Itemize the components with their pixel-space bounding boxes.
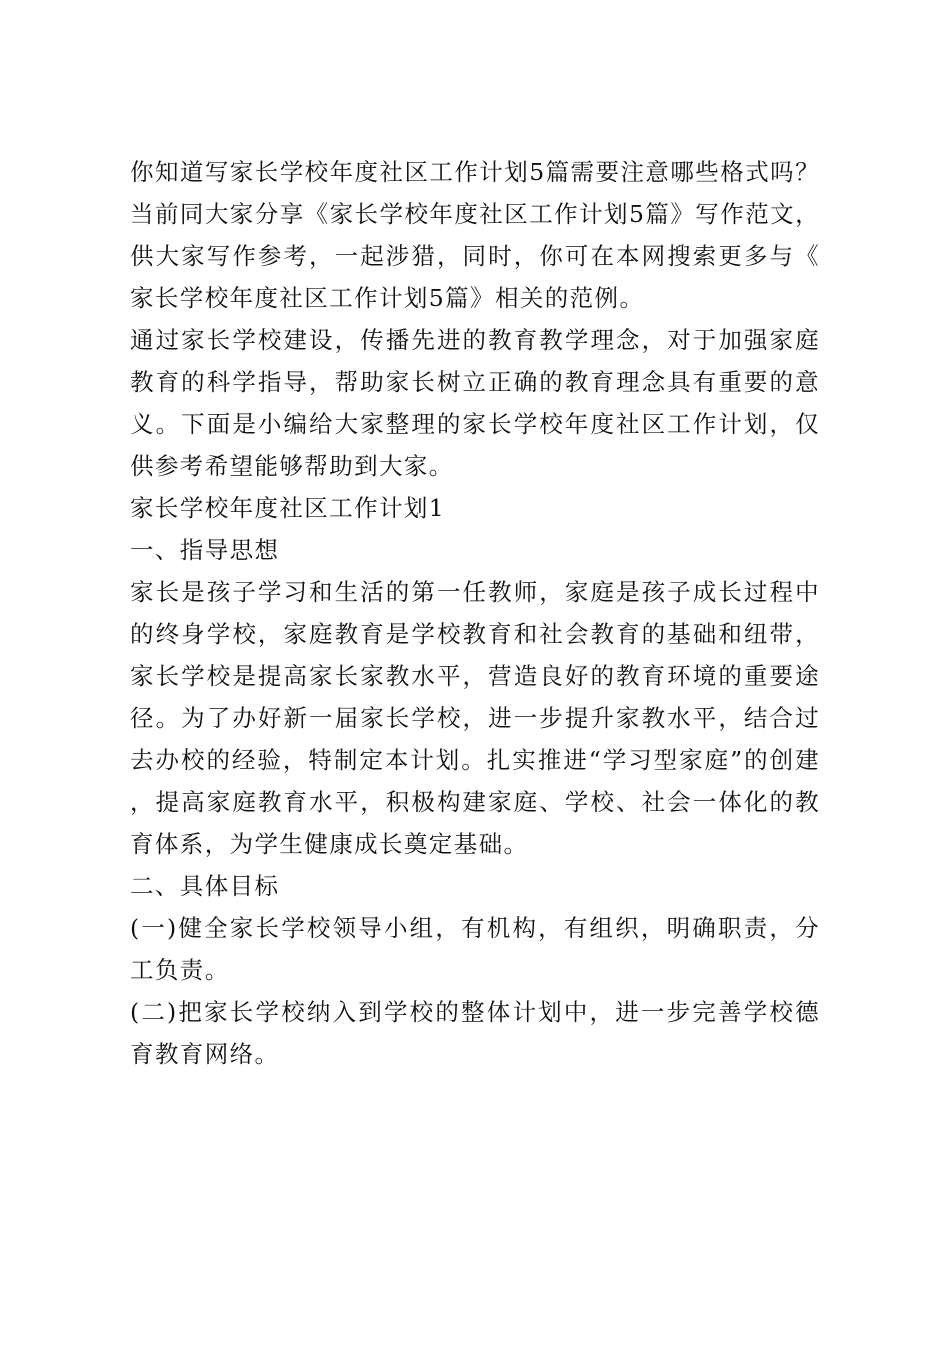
goal-item-2: (二)把家长学校纳入到学校的整体计划中，进一步完善学校德育教育网络。 [130,998,820,1068]
summary-paragraph: 通过家长学校建设，传播先进的教育教学理念，对于加强家庭教育的科学指导，帮助家长树立正确的教育理念具有重要的意义。下面是小编给大家整理的家长学校年度社区工作计划，仅供参考希望能够帮助到大家。 [130,326,820,480]
goal-item-1: (一)健全家长学校领导小组，有机构，有组织，明确职责，分工负责。 [130,914,820,984]
section-heading-guiding-ideology: 一、指导思想 [130,536,280,564]
intro-paragraph: 你知道写家长学校年度社区工作计划5篇需要注意哪些格式吗？当前同大家分享《家长学校年度社区工作计划5篇》写作范文，供大家写作参考，一起涉猎，同时，你可在本网搜索更多与《家长学校年度社区工作计划5篇》相关的范例。 [130,158,820,312]
plan-title: 家长学校年度社区工作计划1 [130,494,446,522]
section-heading-specific-goals: 二、具体目标 [130,872,280,900]
guiding-ideology-paragraph: 家长是孩子学习和生活的第一任教师，家庭是孩子成长过程中的终身学校，家庭教育是学校教育和社会教育的基础和纽带，家长学校是提高家长家教水平，营造良好的教育环境的重要途径。为了办好新一届家长学校，进一步提升家教水平，结合过去办校的经验，特制定本计划。扎实推进“学习型家庭”的创建，提高家庭教育水平，积极构建家庭、学校、社会一体化的教育体系，为学生健康成长奠定基础。 [130,578,820,858]
document-body [130,151,820,1075]
